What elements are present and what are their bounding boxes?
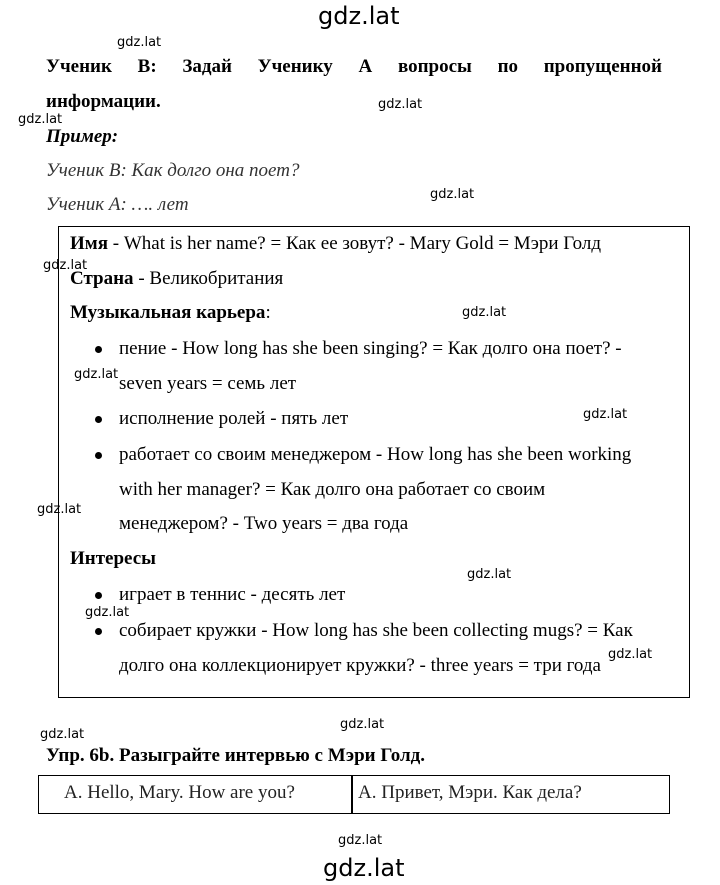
career-item-1-line2: seven years = семь лет: [119, 373, 297, 394]
career-item-3-line1: работает со своим менеджером - How long has she been working: [119, 444, 632, 465]
watermark: gdz.lat: [40, 727, 85, 742]
example-student-b: Ученик В: Как долго она поет?: [46, 160, 300, 181]
profile-interests-label: Интересы: [70, 548, 156, 569]
profile-name-text: - What is her name? = Как ее зовут? - Mary Gold = Мэри Голд: [108, 233, 601, 254]
task-instruction-line2: информации.: [46, 91, 161, 112]
watermark: gdz.lat: [462, 305, 507, 320]
bullet-icon: [95, 346, 102, 353]
profile-name-label: Имя: [70, 233, 108, 254]
dialogue-cell-english: A. Hello, Mary. How are you?: [64, 782, 295, 803]
career-item-2-line1: исполнение ролей - пять лет: [119, 408, 349, 429]
interest-item-2-line2: долго она коллекционирует кружки? - three years = три года: [119, 655, 601, 676]
dialogue-cell-russian: А. Привет, Мэри. Как дела?: [358, 782, 582, 803]
table-divider: [351, 776, 353, 813]
bullet-icon: [95, 628, 102, 635]
career-item-1-line1: пение - How long has she been singing? = Как долго она поет? -: [119, 338, 622, 359]
profile-career-colon: :: [265, 302, 271, 323]
watermark: gdz.lat: [430, 187, 475, 202]
example-label: Пример:: [46, 126, 119, 147]
profile-country-text: - Великобритания: [133, 268, 284, 289]
bullet-icon: [95, 452, 102, 459]
exercise-title: Упр. 6b. Разыграйте интервью с Мэри Голд.: [46, 745, 426, 766]
watermark: gdz.lat: [117, 35, 162, 50]
watermark: gdz.lat: [37, 502, 82, 517]
watermark-top: gdz.lat: [318, 2, 400, 30]
profile-name-row: [70, 233, 601, 255]
watermark: gdz.lat: [340, 717, 385, 732]
career-item-3-line3: менеджером? - Two years = два года: [119, 513, 409, 534]
watermark: gdz.lat: [338, 833, 383, 848]
profile-career-heading: [70, 302, 271, 324]
bullet-icon: [95, 592, 102, 599]
watermark: gdz.lat: [74, 367, 119, 382]
profile-country-row: [70, 268, 283, 290]
watermark: gdz.lat: [378, 97, 423, 112]
profile-country-label: Страна: [70, 268, 134, 289]
watermark: gdz.lat: [608, 647, 653, 662]
watermark: gdz.lat: [583, 407, 628, 422]
task-instruction-line1: Ученик В: Задай Ученику А вопросы по пропущенной: [46, 56, 662, 77]
watermark-bottom: gdz.lat: [323, 854, 405, 882]
example-student-a: Ученик А: …. лет: [46, 194, 189, 215]
watermark: gdz.lat: [85, 605, 130, 620]
watermark: gdz.lat: [467, 567, 512, 582]
interest-item-2-line1: собирает кружки - How long has she been collecting mugs? = Как: [119, 620, 633, 641]
watermark: gdz.lat: [43, 258, 88, 273]
career-item-3-line2: with her manager? = Как долго она работает со своим: [119, 479, 546, 500]
interest-item-1-line1: играет в теннис - десять лет: [119, 584, 346, 605]
profile-career-label: Музыкальная карьера: [70, 302, 266, 323]
watermark: gdz.lat: [18, 112, 63, 127]
bullet-icon: [95, 416, 102, 423]
